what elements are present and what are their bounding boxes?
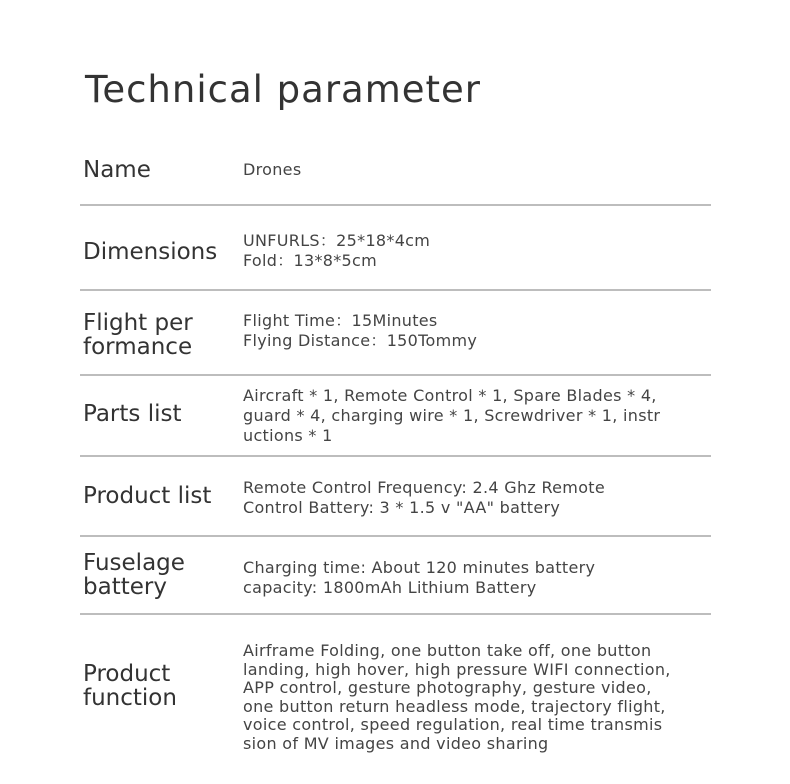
- value-line: landing, high hover, high pressure WIFI connection,: [243, 659, 671, 679]
- row-label-product-function: [83, 662, 177, 710]
- value-line: one button return headless mode, trajectory flight,: [243, 696, 666, 716]
- row-value-flight-performance: [243, 311, 713, 351]
- value-line: Flying Distance：150Tommy: [243, 331, 478, 350]
- row-value-product-list: [243, 478, 713, 518]
- label-line: battery: [83, 574, 167, 600]
- value-line: guard * 4, charging wire * 1, Screwdriver * 1, instr: [243, 406, 661, 425]
- row-value-parts-list: [243, 386, 713, 446]
- label-line: function: [83, 685, 177, 711]
- label-line: Product list: [83, 483, 212, 509]
- value-line: voice control, speed regulation, real time transmis: [243, 715, 663, 734]
- value-line: Fold：13*8*5cm: [243, 251, 378, 270]
- row-label-dimensions: [83, 240, 217, 264]
- value-line: sion of MV images and video sharing: [243, 733, 549, 753]
- value-line: Charging time: About 120 minutes battery: [243, 558, 596, 577]
- value-line: uctions * 1: [243, 426, 333, 445]
- row-label-product-list: [83, 484, 211, 508]
- row-label-name: [83, 158, 151, 182]
- row-divider: [80, 289, 711, 291]
- row-divider: [80, 204, 711, 206]
- label-line: Name: [83, 157, 151, 183]
- row-label-fuselage-battery: [83, 551, 185, 599]
- label-line: formance: [83, 334, 193, 360]
- row-label-flight-performance: [83, 311, 193, 359]
- row-value-product-function: [243, 642, 713, 753]
- row-value-fuselage-battery: [243, 558, 713, 598]
- value-line: UNFURLS：25*18*4cm: [243, 231, 431, 250]
- row-divider: [80, 455, 711, 457]
- row-divider: [80, 535, 711, 537]
- value-line: capacity: 1800mAh Lithium Battery: [243, 578, 537, 597]
- value-line: APP control, gesture photography, gesture video,: [243, 678, 652, 697]
- value-line: Airframe Folding, one button take off, one button: [243, 641, 652, 660]
- label-line: Fuselage: [83, 550, 185, 576]
- row-divider: [80, 613, 711, 615]
- label-line: Parts list: [83, 401, 182, 427]
- row-label-parts-list: [83, 402, 181, 426]
- value-line: Remote Control Frequency: 2.4 Ghz Remote: [243, 478, 605, 497]
- row-value-name: [243, 160, 713, 180]
- label-line: Dimensions: [83, 239, 218, 265]
- label-line: Flight per: [83, 310, 193, 336]
- page-title: Technical parameter: [85, 68, 481, 111]
- row-value-dimensions: [243, 231, 713, 271]
- value-line: Aircraft * 1, Remote Control * 1, Spare Blades * 4,: [243, 386, 657, 405]
- row-divider: [80, 374, 711, 376]
- value-line: Control Battery: 3 * 1.5 v "AA" battery: [243, 498, 561, 517]
- value-line: Drones: [243, 160, 302, 179]
- label-line: Product: [83, 661, 171, 687]
- value-line: Flight Time：15Minutes: [243, 311, 438, 330]
